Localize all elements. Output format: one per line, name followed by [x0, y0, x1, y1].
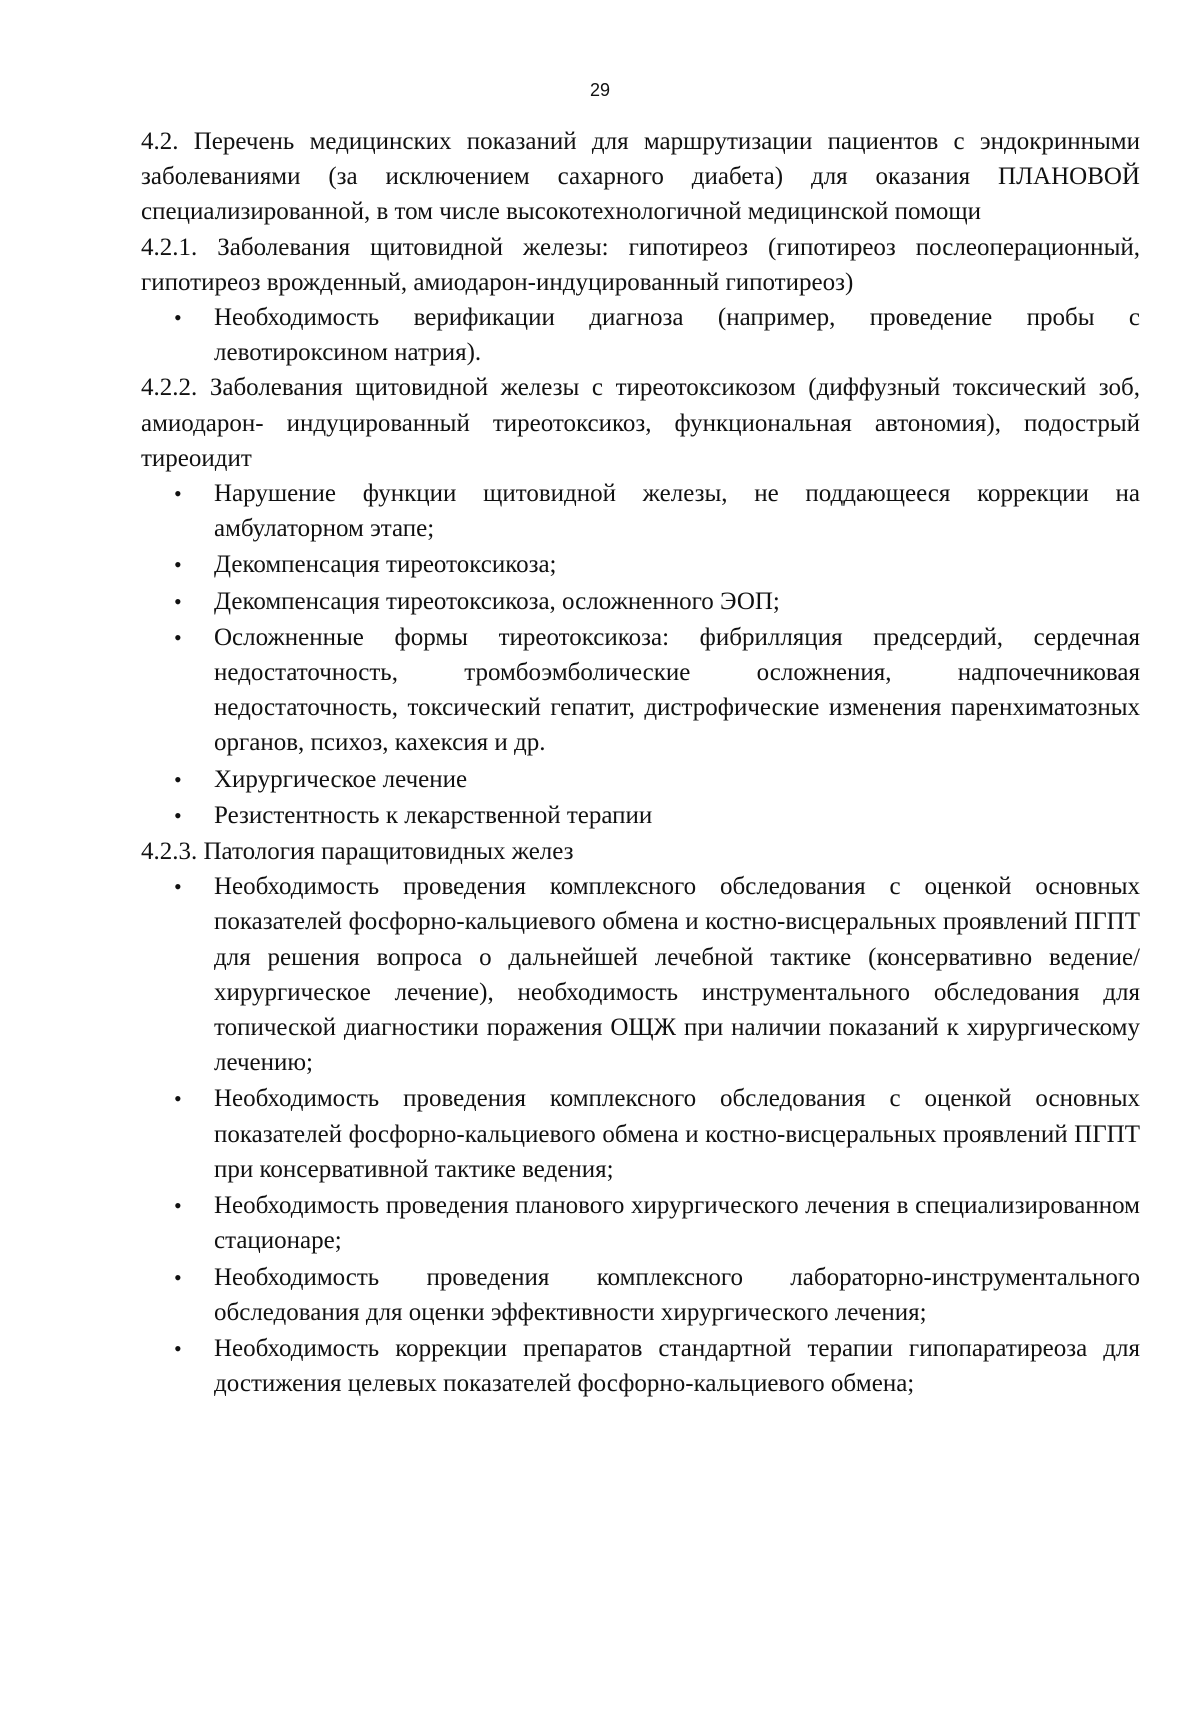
document-body: [141, 124, 1140, 1402]
bullet-list-4-2-2: [141, 476, 1140, 833]
list-item: • Декомпенсация тиреотоксикоза;: [141, 547, 1140, 582]
bullet-list-4-2-1: [141, 300, 1140, 370]
list-item: • Нарушение функции щитовидной железы, не поддающееся коррекции на амбулаторном этапе;: [141, 476, 1140, 546]
list-item: • Декомпенсация тиреотоксикоза, осложненного ЭОП;: [141, 584, 1140, 619]
list-item: • Осложненные формы тиреотоксикоза: фибрилляция предсердий, сердечная недостаточность, тромбоэмболические осложнения, надпочечниковая недостаточность, токсический гепатит, дистрофические изменения паренхиматозных органов, психоз, кахексия и др.: [141, 620, 1140, 761]
list-item: • Необходимость коррекции препаратов стандартной терапии гипопаратиреоза для достижения целевых показателей фосфорно-кальциевого обмена;: [141, 1331, 1140, 1401]
list-item: • Резистентность к лекарственной терапии: [141, 798, 1140, 833]
section-heading-4-2-1: 4.2.1. Заболевания щитовидной железы: гипотиреоз (гипотиреоз послеоперационный, гипотиреоз врожденный, амиодарон-индуцированный гипотиреоз): [141, 233, 1140, 296]
section-heading-4-2-3: 4.2.3. Патология паращитовидных желез: [141, 838, 574, 866]
list-item: • Необходимость верификации диагноза (например, проведение пробы с левотироксином натрия).: [141, 300, 1140, 370]
list-item: • Необходимость проведения планового хирургического лечения в специализированном стационаре;: [141, 1188, 1140, 1258]
section-heading-4-2: 4.2. Перечень медицинских показаний для маршрутизации пациентов с эндокринными заболеваниями (за исключением сахарного диабета) для оказания ПЛАНОВОЙ специализированной, в том числе высокотехнологичной медицинской помощи: [141, 128, 1140, 226]
list-item: • Необходимость проведения комплексного лабораторно-инструментального обследования для оценки эффективности хирургического лечения;: [141, 1260, 1140, 1330]
list-item: • Необходимость проведения комплексного обследования с оценкой основных показателей фосфорно-кальциевого обмена и костно-висцеральных проявлений ПГПТ для решения вопроса о дальнейшей лечебной тактике (консервативно ведение/хирургическое лечение), необходимость инструментального обследования для топической диагностики поражения ОЩЖ при наличии показаний к хирургическому лечению;: [141, 869, 1140, 1080]
section-heading-4-2-2: 4.2.2. Заболевания щитовидной железы с тиреотоксикозом (диффузный токсический зоб, амиодарон- индуцированный тиреотоксикоз, функциональная автономия), подострый тиреоидит: [141, 374, 1140, 472]
bullet-list-4-2-3: [141, 869, 1140, 1401]
page-number: 29: [589, 80, 611, 100]
list-item: • Хирургическое лечение: [141, 762, 1140, 797]
list-item: • Необходимость проведения комплексного обследования с оценкой основных показателей фосфорно-кальциевого обмена и костно-висцеральных проявлений ПГПТ при консервативной тактике ведения;: [141, 1081, 1140, 1187]
